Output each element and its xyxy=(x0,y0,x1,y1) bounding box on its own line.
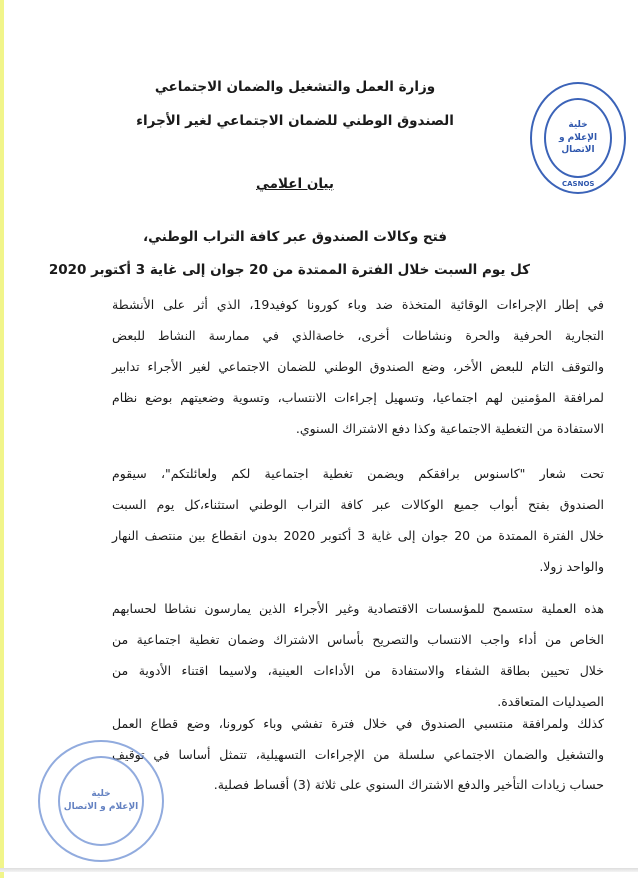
stamp-text: خلية xyxy=(568,120,588,131)
paragraph-3-line: خلال تحيين بطاقة الشفاء والاستفادة من الأداءات العينية، ولاسيما اقتناء الأدوية من xyxy=(112,663,604,678)
paragraph-3-line: الخاص من أداء واجب الانتساب والتصريح بأساس الاشتراك وضمان تغطية اجتماعية من xyxy=(112,632,604,647)
paragraph-2-line: والواحد زولا. xyxy=(539,559,604,574)
paragraph-1-line: في إطار الإجراءات الوقائية المتخذة ضد وباء كورونا كوفيد19، الذي أثر على الأنشطة xyxy=(112,297,605,312)
stamp-text: الإعلام و الاتصال xyxy=(558,132,598,156)
paragraph-1-line: الاستفادة من التغطية الاجتماعية وكذا دفع الاشتراك السنوي. xyxy=(295,421,604,436)
paragraph-2-line: الصندوق بفتح أبواب جميع الوكالات عبر كافة التراب الوطني استثناء،كل يوم السبت xyxy=(112,497,604,512)
paragraph-3-line: هذه العملية ستسمح للمؤسسات الاقتصادية وغير الأجراء الذين يمارسون نشاطا لحسابهم xyxy=(112,601,604,616)
stamp-text: خلية xyxy=(91,789,111,800)
title-line-1: فتح وكالات الصندوق عبر كافة التراب الوطني، xyxy=(142,229,448,245)
paragraph-4-line: حساب زيادات التأخير والدفع الاشتراك السنوي على ثلاثة (3) أقساط فصلية. xyxy=(213,777,604,792)
official-stamp-top xyxy=(530,82,626,194)
fund-heading: الصندوق الوطني للضمان الاجتماعي لغير الأجراء xyxy=(136,113,454,129)
paragraph-4-line: والتشغيل والضمان الاجتماعي سلسلة من الإجراءات التسهيلية، تتمثل أساسا في توقيف xyxy=(112,747,604,762)
ministry-heading: وزارة العمل والتشغيل والضمان الاجتماعي xyxy=(154,79,436,95)
title-line-2: كل يوم السبت خلال الفترة الممتدة من 20 جوان إلى غاية 3 أكتوبر 2020 xyxy=(48,262,530,278)
stamp-text: الإعلام و الاتصال xyxy=(63,802,139,812)
stamp-ring-text: CASNOS xyxy=(562,180,595,188)
paragraph-2-line: خلال الفترة الممتدة من 20 جوان إلى غاية 3 أكتوبر 2020 بدون انقطاع بين منتصف النهار xyxy=(112,528,605,543)
paragraph-3-line: الصيدليات المتعاقدة. xyxy=(497,694,604,709)
paragraph-1-line: لمرافقة المؤمنين لهم اجتماعيا، وتسهيل إجراءات الانتساب، وتسوية وضعيتهم بوضع نظام xyxy=(112,390,604,405)
paragraph-1-line: والتوقف التام للبعض الأخر، وضع الصندوق الوطني للضمان الاجتماعي لغير الأجراء تدابير xyxy=(112,359,604,374)
page-bottom-edge xyxy=(0,868,638,872)
paragraph-4-line: كذلك ولمرافقة منتسبي الصندوق في خلال فترة تفشي وباء كورونا، وضع قطاع العمل xyxy=(112,716,604,731)
paragraph-2-line: تحت شعار "كاسنوس برافقكم ويضمن تغطية اجتماعية لكم ولعائلتكم"، سيقوم xyxy=(112,466,604,481)
document-type: بيان اعلامي xyxy=(256,176,334,192)
page-edge xyxy=(0,0,4,878)
official-stamp-bottom xyxy=(38,740,164,862)
paragraph-1-line: التجارية الحرفية والحرة ونشاطات أخرى، خاصةالذي في ممارسة النشاط للبعض xyxy=(112,328,604,343)
